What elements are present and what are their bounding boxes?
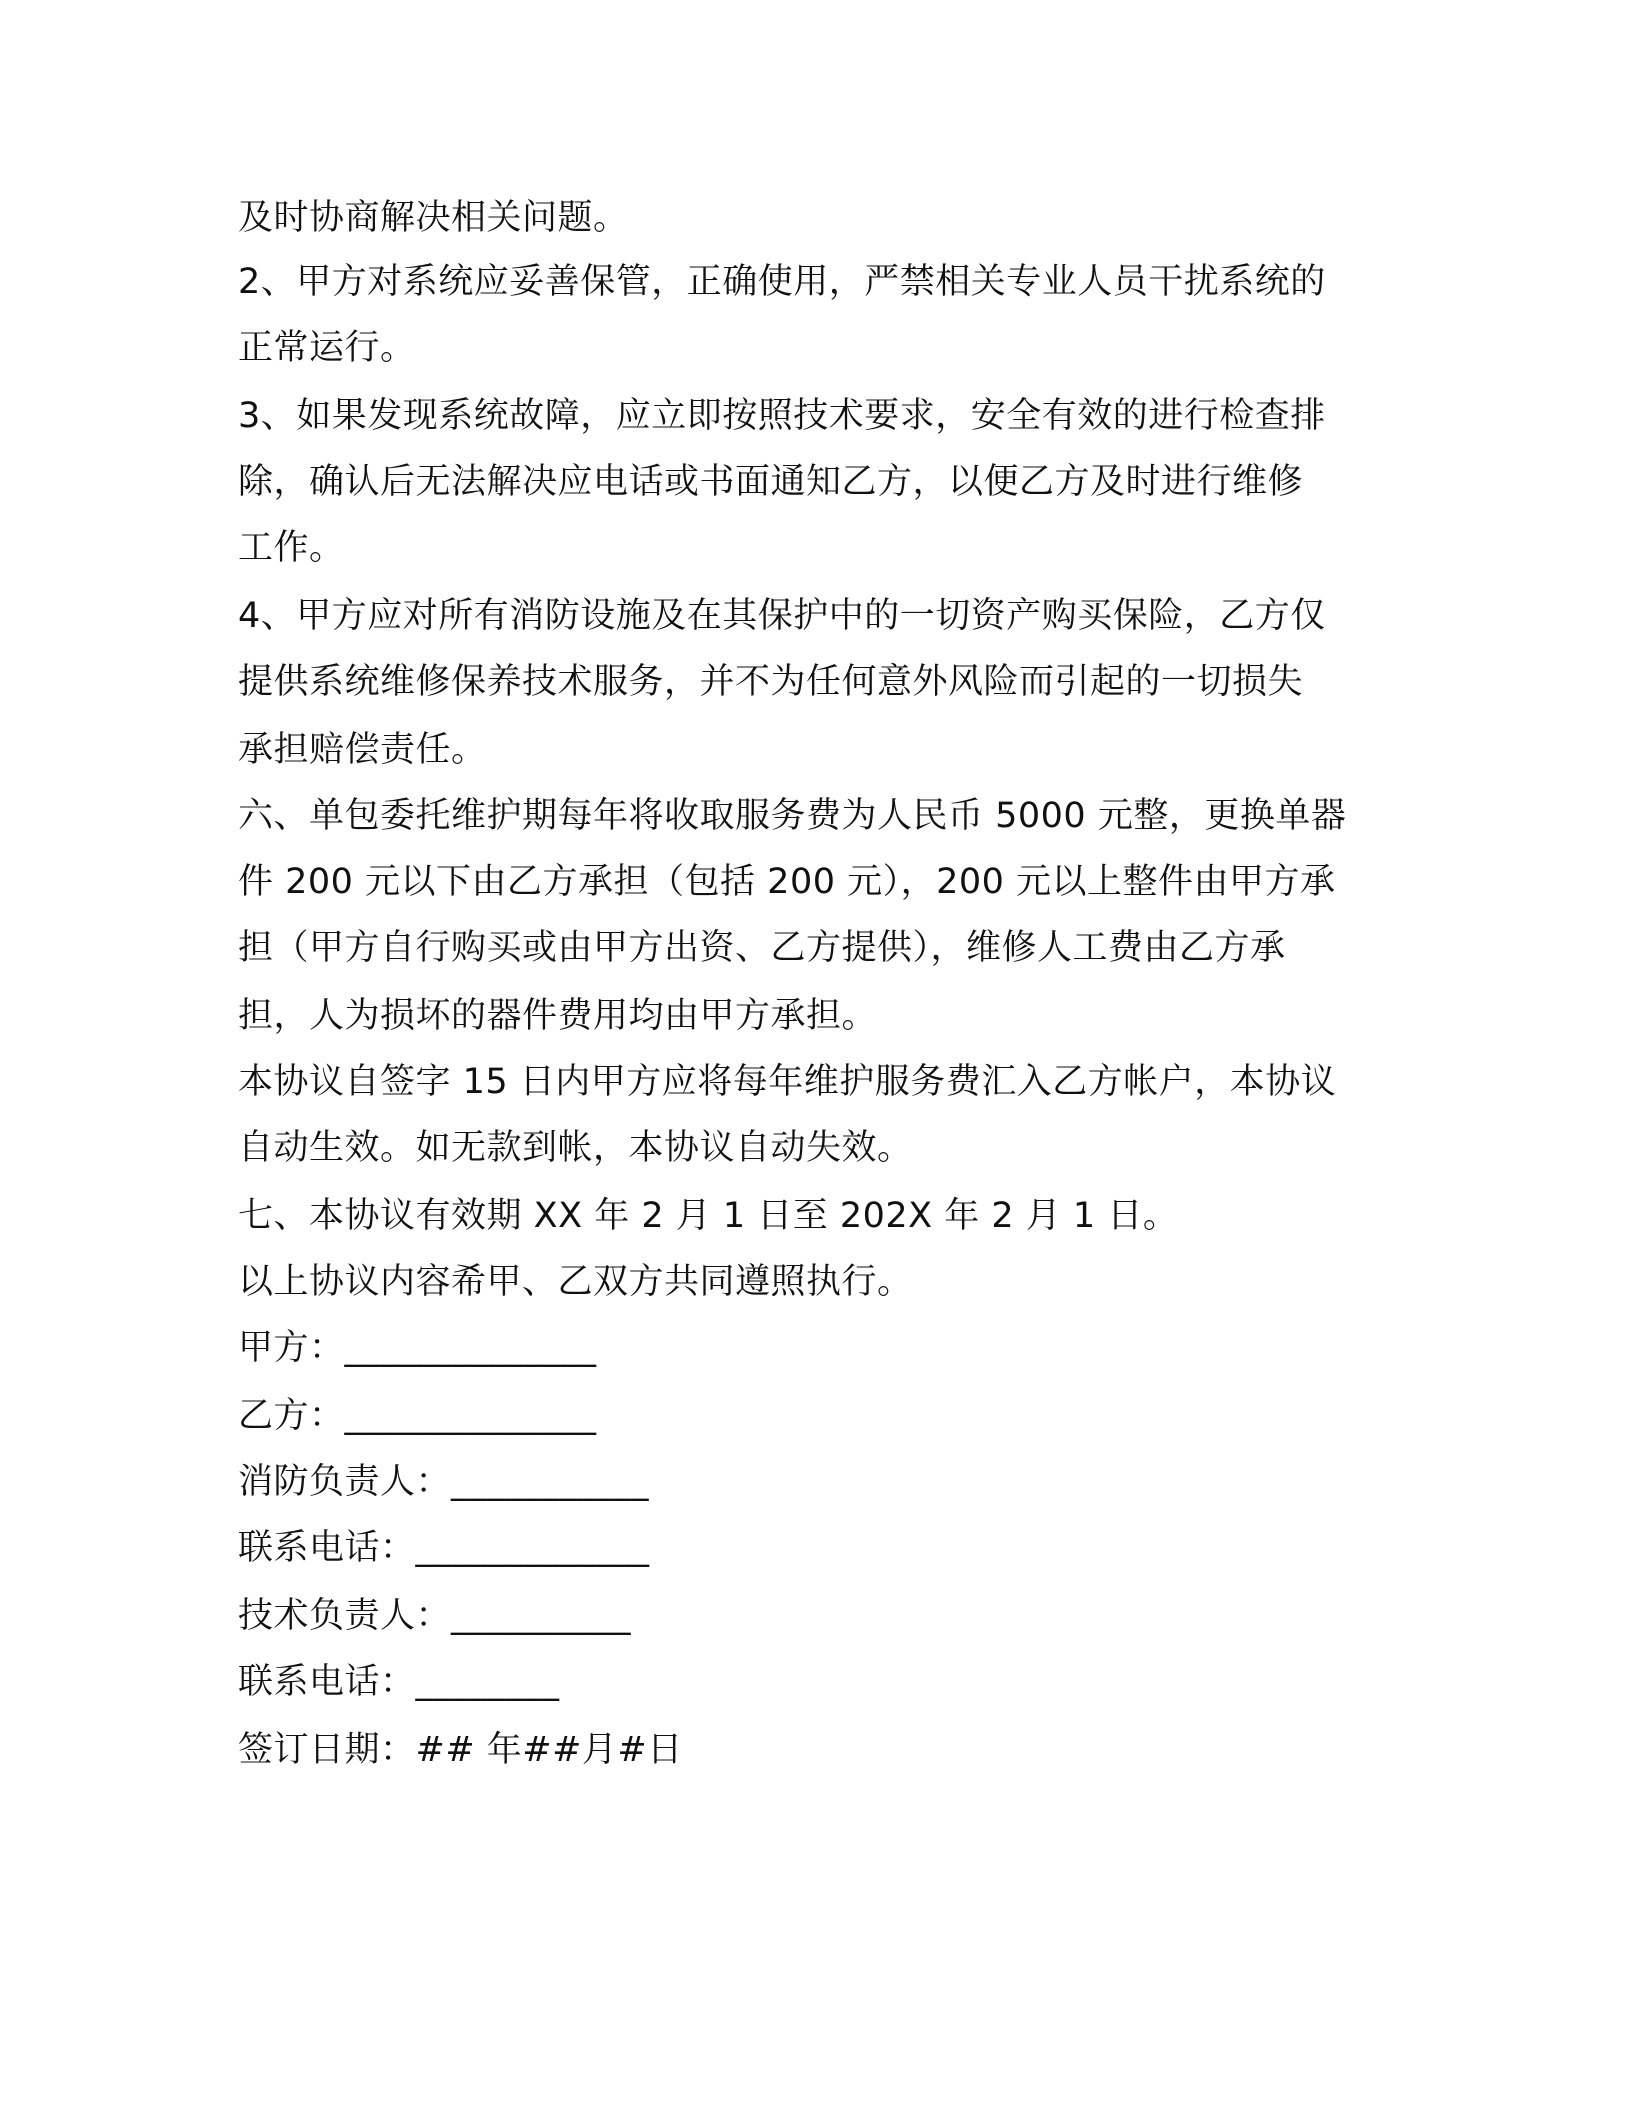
text-line: 七、本协议有效期 XX 年 2 月 1 日至 202X 年 2 月 1 日。 <box>238 1196 1179 1236</box>
text-line: 以上协议内容希甲、乙双方共同遵照执行。 <box>238 1262 913 1302</box>
text-line: 件 200 元以下由乙方承担（包括 200 元），200 元以上整件由甲方承 <box>238 862 1336 902</box>
text-line: 担，人为损坏的器件费用均由甲方承担。 <box>238 996 878 1036</box>
text-line: 及时协商解决相关问题。 <box>238 198 629 238</box>
text-line: 自动生效。如无款到帐，本协议自动失效。 <box>238 1128 913 1168</box>
text-line: 2、甲方对系统应妥善保管，正确使用，严禁相关专业人员干扰系统的 <box>238 262 1326 302</box>
text-line: 提供系统维修保养技术服务，并不为任何意外风险而引起的一切损失 <box>238 662 1304 702</box>
signature-field-party-a: 甲方：______________ <box>238 1328 597 1368</box>
text-line: 3、如果发现系统故障，应立即按照技术要求，安全有效的进行检查排 <box>238 396 1326 436</box>
text-line: 除，确认后无法解决应电话或书面通知乙方，以便乙方及时进行维修 <box>238 462 1304 502</box>
text-line: 本协议自签字 15 日内甲方应将每年维护服务费汇入乙方帐户，本协议 <box>238 1062 1337 1102</box>
text-line: 六、单包委托维护期每年将收取服务费为人民币 5000 元整，更换单器 <box>238 796 1347 836</box>
fire-safety-manager-field: 消防负责人：___________ <box>238 1462 650 1502</box>
text-line: 工作。 <box>238 528 345 568</box>
phone-field: 联系电话：________ <box>238 1662 560 1702</box>
text-line: 承担赔偿责任。 <box>238 730 487 770</box>
text-line: 正常运行。 <box>238 328 416 368</box>
text-line: 4、甲方应对所有消防设施及在其保护中的一切资产购买保险，乙方仅 <box>238 596 1326 636</box>
signing-date-field: 签订日期：## 年##月#日 <box>238 1730 683 1770</box>
text-line: 担（甲方自行购买或由甲方出资、乙方提供），维修人工费由乙方承 <box>238 928 1286 968</box>
phone-field: 联系电话：_____________ <box>238 1528 650 1568</box>
signature-field-party-b: 乙方：______________ <box>238 1396 597 1436</box>
technical-manager-field: 技术负责人：__________ <box>238 1596 632 1636</box>
